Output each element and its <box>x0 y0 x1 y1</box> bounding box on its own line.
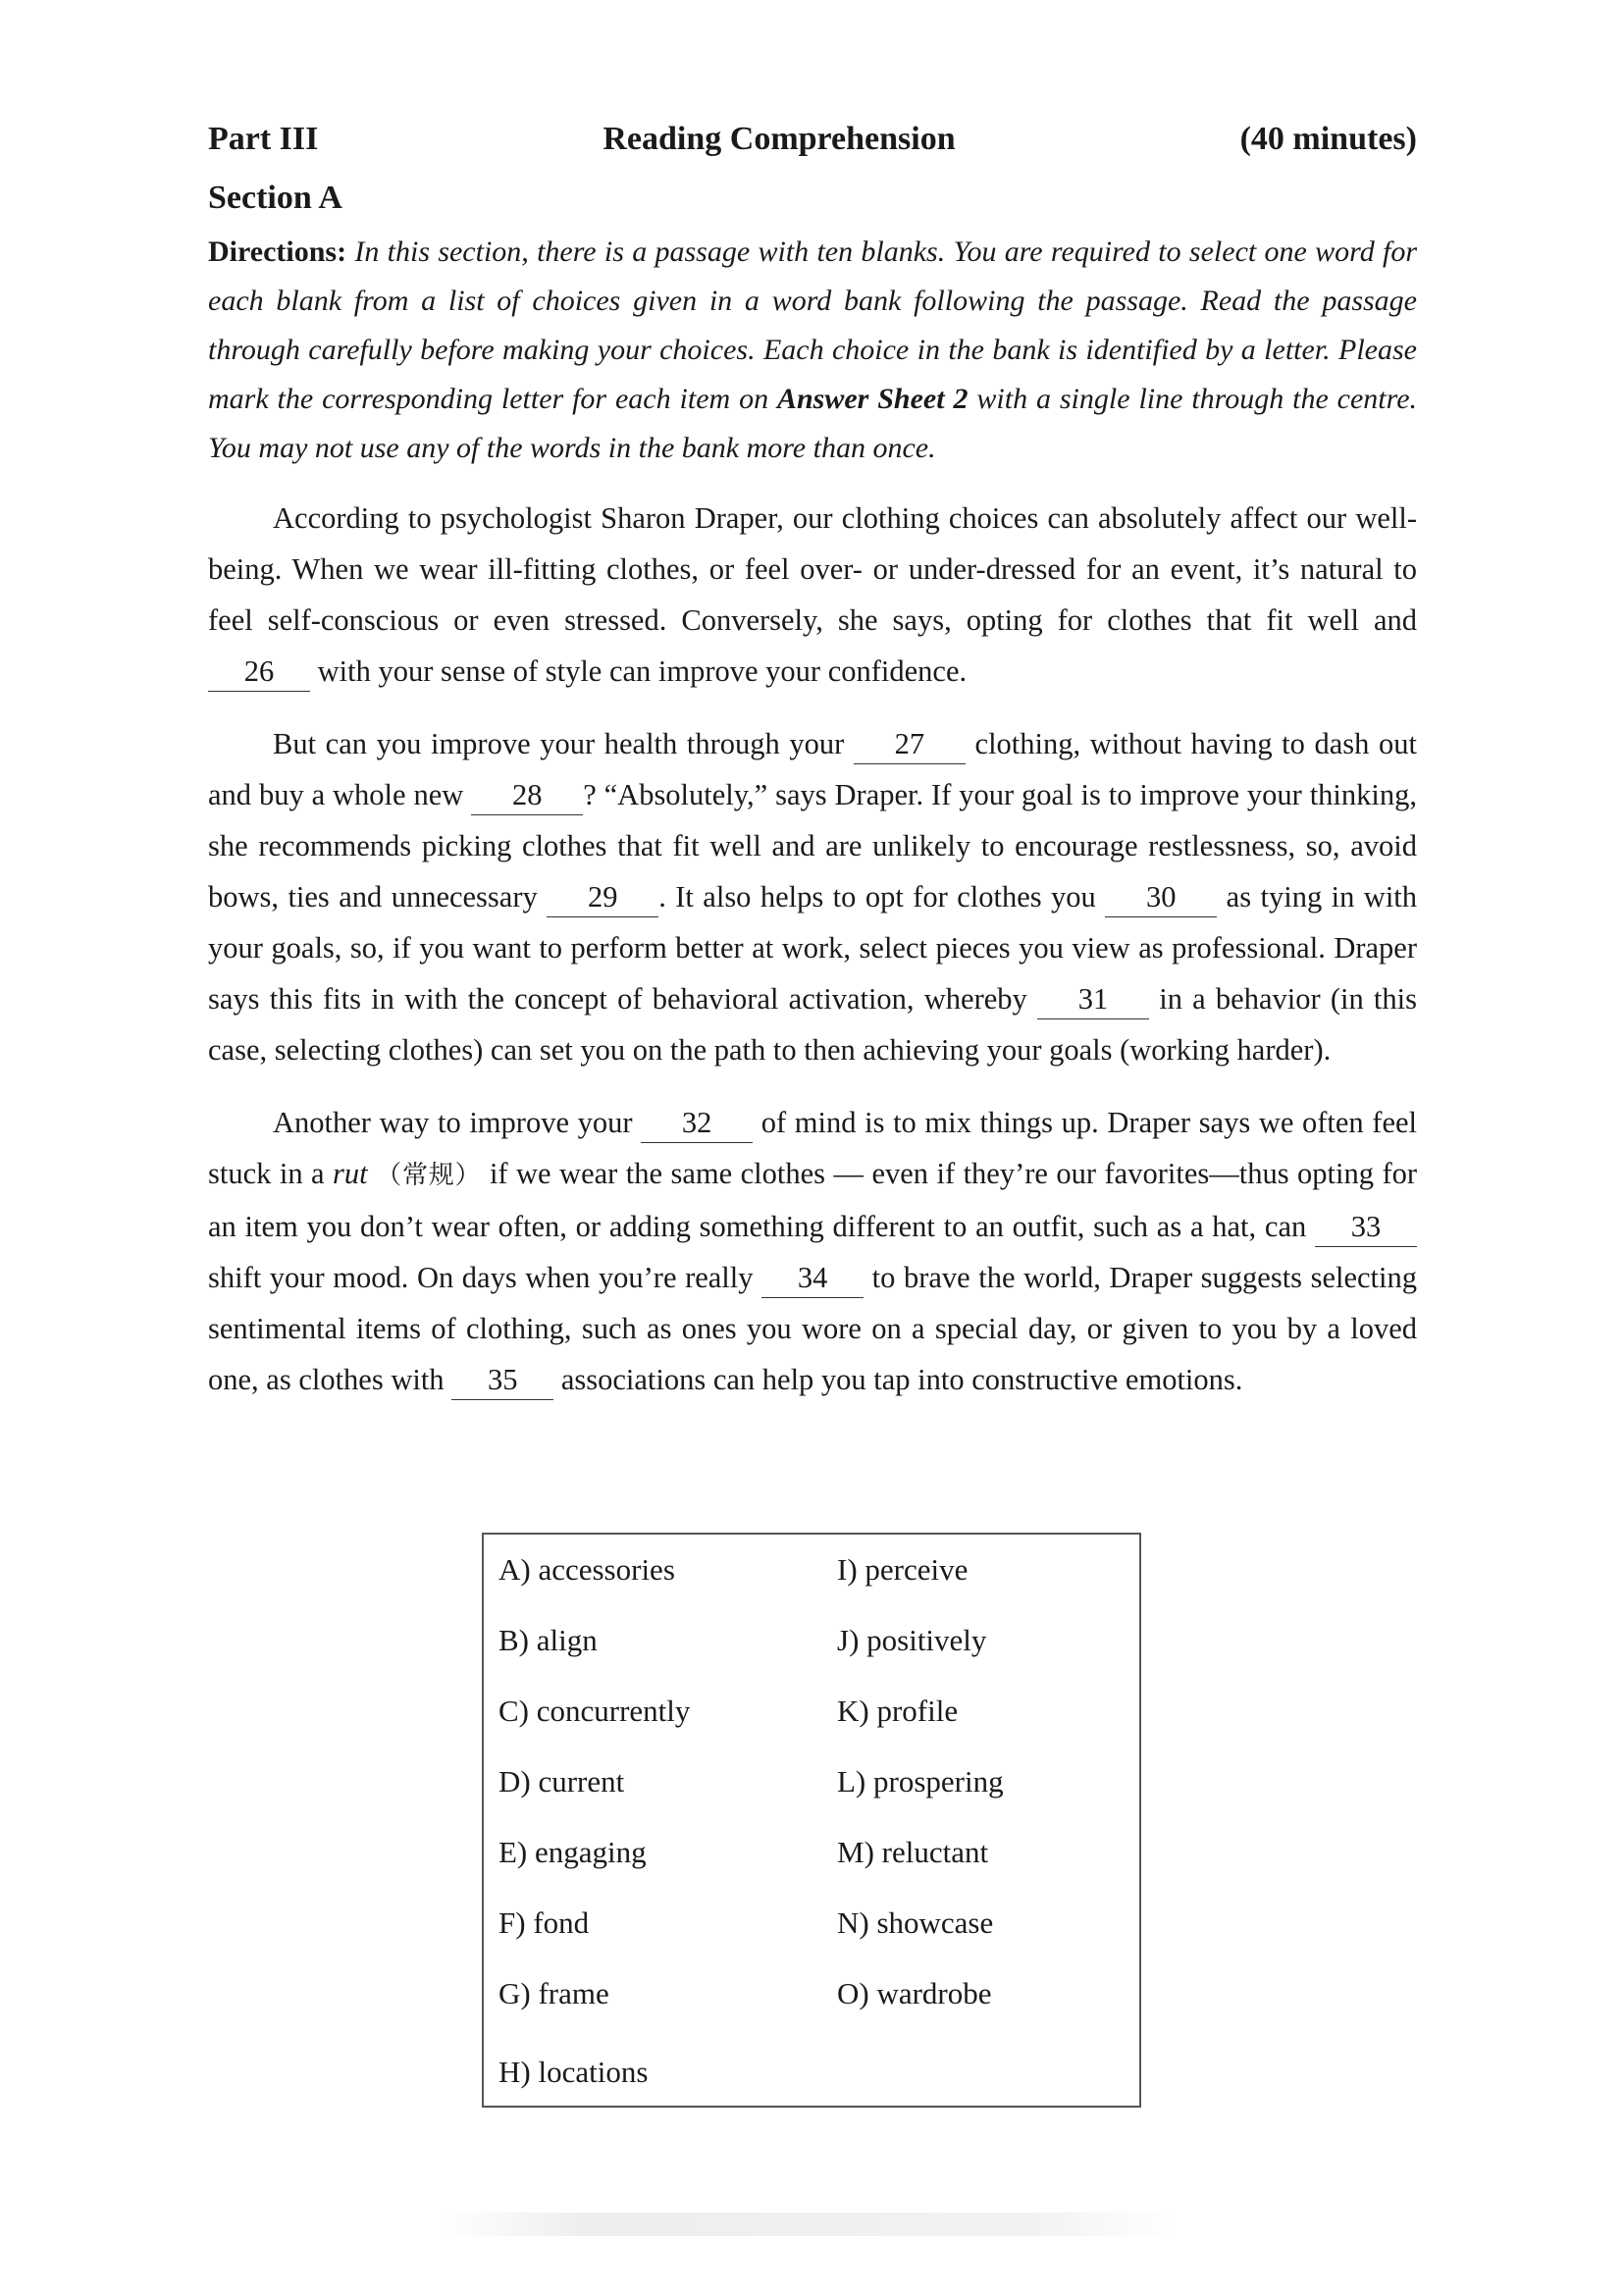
word-bank-item: B) align <box>498 1623 598 1657</box>
passage-text: if we wear the same clothes — even if they’re our favorites—thus opting for an item you don’t wear often, or adding something different to an outfit, such as a hat, can <box>208 1157 1418 1243</box>
passage-text: But can you improve your health through your <box>273 727 845 760</box>
passage-text: clothing, without having to dash out and buy a whole new <box>208 727 1418 811</box>
passage-text: of mind is to mix things up. Draper says we often feel stuck in a <box>208 1106 1418 1190</box>
blank-30: 30 <box>1105 877 1217 917</box>
word-bank <box>482 1533 1141 2108</box>
blank-26: 26 <box>208 652 310 692</box>
passage-text: shift your mood. On days when you’re really <box>208 1261 754 1294</box>
faded-footer-watermark <box>442 2213 1178 2236</box>
directions <box>208 228 1417 473</box>
word-bank-item: K) profile <box>837 1694 959 1728</box>
rut-word: rut <box>333 1157 368 1190</box>
passage-text: with your sense of style can improve your confidence. <box>317 654 968 688</box>
directions-text-1: In this section, there is a passage with ten blanks. You are required to select one word for each blank from a list of choices given in a word bank following the passage. Read the passage through carefully before making your choices. Each choice in the bank is identified by a letter. Please mark the corresponding letter for each item on <box>208 235 1417 415</box>
part-title: Reading Comprehension <box>602 121 956 157</box>
part-header <box>208 116 1417 163</box>
word-bank-item: L) prospering <box>837 1764 1004 1799</box>
passage-text: Another way to improve your <box>273 1106 633 1139</box>
passage-text: . It also helps to opt for clothes you <box>658 880 1096 913</box>
word-bank-item: A) accessories <box>498 1552 675 1587</box>
part-label: Part III <box>208 121 319 157</box>
word-bank-item: N) showcase <box>837 1905 994 1940</box>
word-bank-item: E) engaging <box>498 1835 647 1869</box>
answer-sheet-ref: Answer Sheet 2 <box>776 383 969 415</box>
word-bank-item: M) reluctant <box>837 1835 989 1869</box>
word-bank-item: J) positively <box>837 1623 987 1657</box>
word-bank-item: H) locations <box>498 2055 649 2089</box>
word-bank-item: I) perceive <box>837 1552 969 1587</box>
passage-paragraph-3 <box>208 1097 1417 1405</box>
word-bank-item: O) wardrobe <box>837 1976 992 2010</box>
blank-28: 28 <box>471 775 583 815</box>
blank-29: 29 <box>547 877 658 917</box>
word-bank-item: C) concurrently <box>498 1694 691 1728</box>
passage-text: in a behavior (in this case, selecting clothes) can set you on the path to then achieving your goals (working harder). <box>208 982 1417 1067</box>
blank-27: 27 <box>854 724 966 764</box>
passage-text: as tying in with your goals, so, if you want to perform better at work, select pieces you view as professional. Draper says this fits in with the concept of behavioral activation, whereby <box>208 880 1418 1016</box>
passage-paragraph-1 <box>208 493 1417 697</box>
passage-text: associations can help you tap into constructive emotions. <box>560 1363 1243 1396</box>
content <box>208 116 1417 1405</box>
passage-text: to brave the world, Draper suggests selecting sentimental items of clothing, such as ones you wore on a special day, or given to you by a loved one, as clothes with <box>208 1261 1418 1396</box>
word-bank-item: D) current <box>498 1764 625 1799</box>
passage-text: According to psychologist Sharon Draper, our clothing choices can absolutely affect our well-being. When we wear ill-fitting clothes, or feel over- or under-dressed for an event, it’s natural to feel self-conscious or even stressed. Conversely, she says, opting for clothes that fit well and <box>208 501 1417 637</box>
word-bank-item: G) frame <box>498 1976 609 2010</box>
blank-34: 34 <box>761 1258 864 1298</box>
time-limit: (40 minutes) <box>1239 121 1417 157</box>
section-title: Section A <box>208 180 342 216</box>
blank-33: 33 <box>1315 1207 1417 1247</box>
rut-gloss: （常规） <box>376 1161 482 1190</box>
passage-text: ? “Absolutely,” says Draper. If your goal is to improve your thinking, she recommends picking clothes that fit well and are unlikely to encourage restlessness, so, avoid bows, ties and unnecessary <box>208 778 1417 913</box>
directions-label: Directions: <box>208 235 347 268</box>
word-bank-item: F) fond <box>498 1905 590 1940</box>
blank-32: 32 <box>641 1103 753 1143</box>
passage-paragraph-2 <box>208 718 1417 1075</box>
blank-31: 31 <box>1037 979 1149 1019</box>
blank-35: 35 <box>451 1360 553 1400</box>
directions-text-2: with a single line through the centre. You may not use any of the words in the bank more than once. <box>208 383 1418 464</box>
